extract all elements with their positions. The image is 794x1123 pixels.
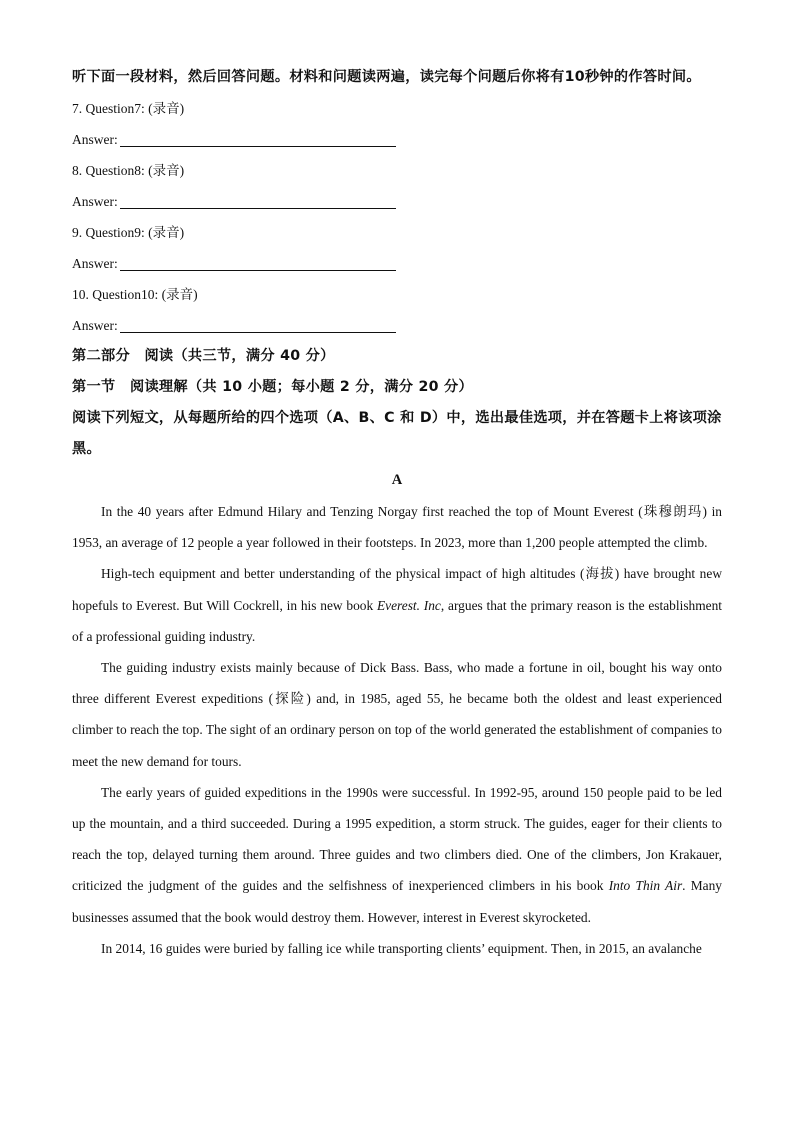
question-8: 8. Question8: (录音) — [72, 163, 185, 178]
listening-instruction: 听下面一段材料，然后回答问题。材料和问题读两遍，读完每个问题后你将有10秒钟的作答时间。 — [72, 69, 701, 85]
answer-label: Answer: — [72, 132, 118, 147]
page-content — [72, 62, 722, 964]
answer-row-7 — [72, 124, 722, 155]
question-10: 10. Question10: (录音) — [72, 287, 198, 302]
paragraph-4-text-a: The early years of guided expeditions in the 1990s were successful. In 1992-95, around 150 people paid to be led up the mountain, and a third succeeded. During a 1995 expedition, a storm struck. The guides, eager for their clients to reach the top, delayed turning them around. Three guides and two climbers died. One of the climbers, Jon Krakauer, criticized the judgment of the guides and the selfishness of inexperienced climbers in his book — [72, 784, 722, 894]
book-title-into-thin-air: Into Thin Air — [608, 878, 683, 894]
section-title: 第一节 阅读理解（共 10 小题；每小题 2 分，满分 20 分） — [72, 379, 474, 395]
paragraph-1: In the 40 years after Edmund Hilary and Tenzing Norgay first reached the top of Mount Everest (珠穆朗玛) in 1953, an average of 12 people a year followed in their footsteps. In 2023, more than 1,200 people attempted the climb. — [72, 504, 722, 551]
part-title: 第二部分 阅读（共三节，满分 40 分） — [72, 348, 335, 364]
paragraph-2 — [72, 558, 722, 652]
answer-row-10 — [72, 310, 722, 341]
question-7: 7. Question7: (录音) — [72, 101, 185, 116]
answer-label: Answer: — [72, 194, 118, 209]
answer-blank[interactable] — [120, 131, 396, 147]
answer-label: Answer: — [72, 256, 118, 271]
answer-blank[interactable] — [120, 255, 396, 271]
paragraph-5: In 2014, 16 guides were buried by falling ice while transporting clients’ equipment. Then, in 2015, an avalanche — [101, 940, 702, 956]
paragraph-4 — [72, 777, 722, 933]
answer-blank[interactable] — [120, 317, 396, 333]
paragraph-3: The guiding industry exists mainly because of Dick Bass. Bass, who made a fortune in oil, bought his way onto three different Everest expeditions (探险) and, in 1985, aged 55, he became both the oldest and least experienced climber to reach the top. The sight of an ordinary person on top of the world generated the establishment of companies to meet the new demand for tours. — [72, 660, 722, 769]
paragraph-4-text-b: . Many businesses assumed that the book would destroy them. However, interest in Everest skyrocketed. — [72, 878, 722, 925]
book-title-everest-inc: Everest. Inc — [376, 597, 441, 613]
answer-label: Answer: — [72, 318, 118, 333]
paragraph-2-text-a: High-tech equipment and better understanding of the physical impact of high altitudes (海拔) have brought new hopefuls to Everest. But Will Cockrell, in his new book — [72, 566, 722, 613]
passage-label: A — [391, 472, 403, 488]
answer-row-8 — [72, 186, 722, 217]
paragraph-2-text-b: , argues that the primary reason is the establishment of a professional guiding industry. — [72, 597, 723, 644]
answer-row-9 — [72, 248, 722, 279]
answer-blank[interactable] — [120, 193, 396, 209]
question-9: 9. Question9: (录音) — [72, 225, 185, 240]
reading-instruction: 阅读下列短文，从每题所给的四个选项（A、B、C 和 D）中，选出最佳选项，并在答题卡上将该项涂黑。 — [72, 410, 722, 457]
